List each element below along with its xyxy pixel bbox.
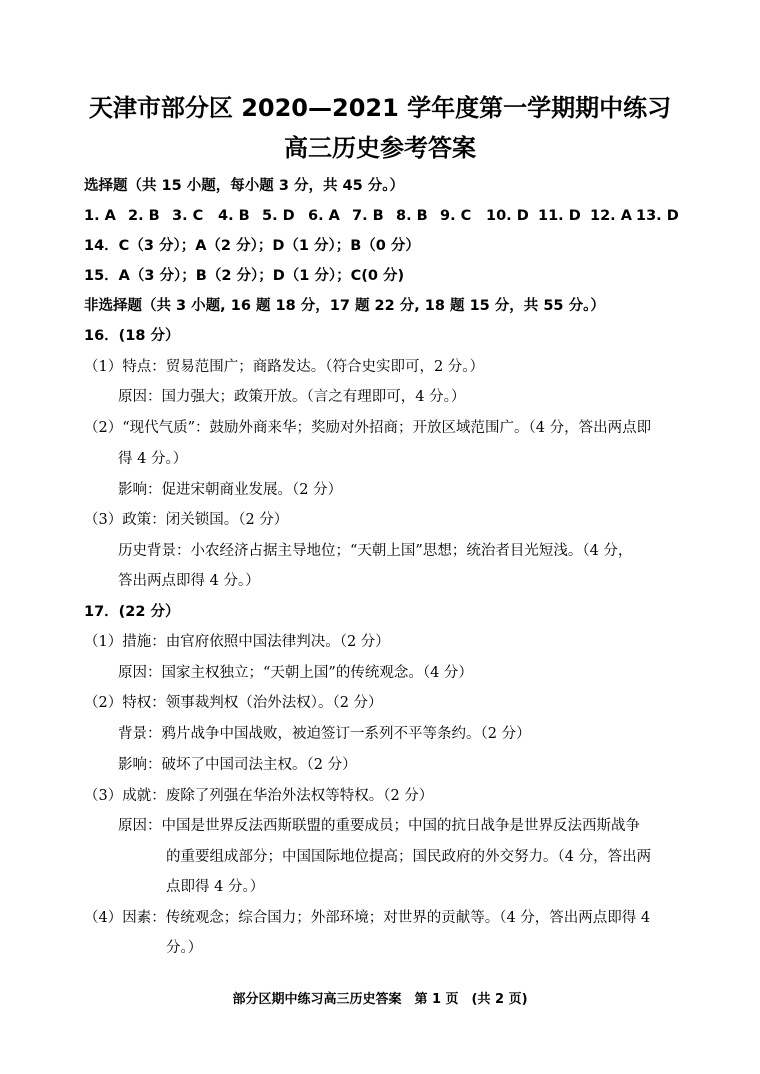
q17-line: （2）特权：领事裁判权（治外法权）。（2 分）	[84, 695, 383, 711]
q17-line: 分。）	[166, 940, 203, 956]
q17-line: 点即得 4 分。）	[166, 879, 265, 895]
q17-line: 背景：鸦片战争中国战败，被迫签订一系列不平等条约。（2 分）	[118, 726, 531, 742]
q16-line: （2）“现代气质”：鼓励外商来华；奖励对外招商；开放区域范围广。（4 分，答出两点即	[84, 420, 652, 436]
mc-answer: 7. B	[352, 208, 384, 224]
q15-answer: 15．A（3 分）；B（2 分）；D（1 分）；C(0 分)	[84, 268, 405, 284]
q17-line: 影响：破坏了中国司法主权。（2 分）	[118, 757, 357, 773]
q17-line: （1）措施：由官府依照中国法律判决。（2 分）	[84, 634, 390, 650]
mc-answer: 4. B	[218, 208, 250, 224]
q14-answer: 14．C（3 分）；A（2 分）；D（1 分）；B（0 分）	[84, 238, 420, 254]
q17-heading: 17．(22 分）	[84, 604, 180, 620]
mc-answer: 12. A	[590, 208, 632, 224]
mc-answer: 11. D	[538, 208, 581, 224]
q16-line: （1）特点：贸易范围广；商路发达。（符合史实即可，2 分。）	[84, 359, 485, 375]
q16-line: （3）政策：闭关锁国。（2 分）	[84, 512, 289, 528]
mc-answer: 8. B	[396, 208, 428, 224]
q17-line: 原因：中国是世界反法西斯联盟的重要成员；中国的抗日战争是世界反法西斯战争	[118, 818, 640, 834]
q17-line: （3）成就：废除了列强在华治外法权等特权。（2 分）	[84, 788, 434, 804]
mc-answer: 6. A	[308, 208, 340, 224]
q16-heading: 16．(18 分）	[84, 328, 180, 344]
q17-line: 原因：国家主权独立；“天朝上国”的传统观念。（4 分）	[118, 665, 473, 681]
mc-answer: 5. D	[262, 208, 295, 224]
mc-answer-row	[84, 206, 686, 226]
mc-answer: 3. C	[172, 208, 204, 224]
mc-answer: 9. C	[440, 208, 472, 224]
q16-line: 原因：国力强大；政策开放。（言之有理即可，4 分。）	[118, 389, 466, 405]
section-choice-heading: 选择题（共 15 小题，每小题 3 分，共 45 分。）	[84, 178, 404, 194]
q17-line: （4）因素：传统观念；综合国力；外部环境；对世界的贡献等。（4 分，答出两点即得 4	[84, 910, 651, 926]
section-nonchoice-heading: 非选择题（共 3 小题, 16 题 18 分，17 题 22 分, 18 题 15 分，共 55 分。）	[84, 298, 605, 314]
mc-answer: 13. D	[636, 208, 679, 224]
title-line-2: 高三历史参考答案	[284, 134, 476, 162]
q16-line: 答出两点即得 4 分。）	[118, 573, 260, 589]
mc-answer: 2. B	[128, 208, 160, 224]
mc-answer: 1. A	[84, 208, 116, 224]
page-footer: 部分区期中练习高三历史答案 第 1 页 (共 2 页)	[232, 992, 528, 1007]
q17-line: 的重要组成部分；中国国际地位提高；国民政府的外交努力。（4 分，答出两	[166, 849, 652, 865]
mc-answer: 10. D	[486, 208, 529, 224]
q16-line: 影响：促进宋朝商业发展。（2 分）	[118, 482, 343, 498]
q16-line: 历史背景：小农经济占据主导地位；“天朝上国”思想；统治者目光短浅。（4 分，	[118, 543, 633, 559]
title-line-1: 天津市部分区 2020—2021 学年度第一学期期中练习	[88, 94, 672, 122]
q16-line: 得 4 分。）	[118, 451, 188, 467]
